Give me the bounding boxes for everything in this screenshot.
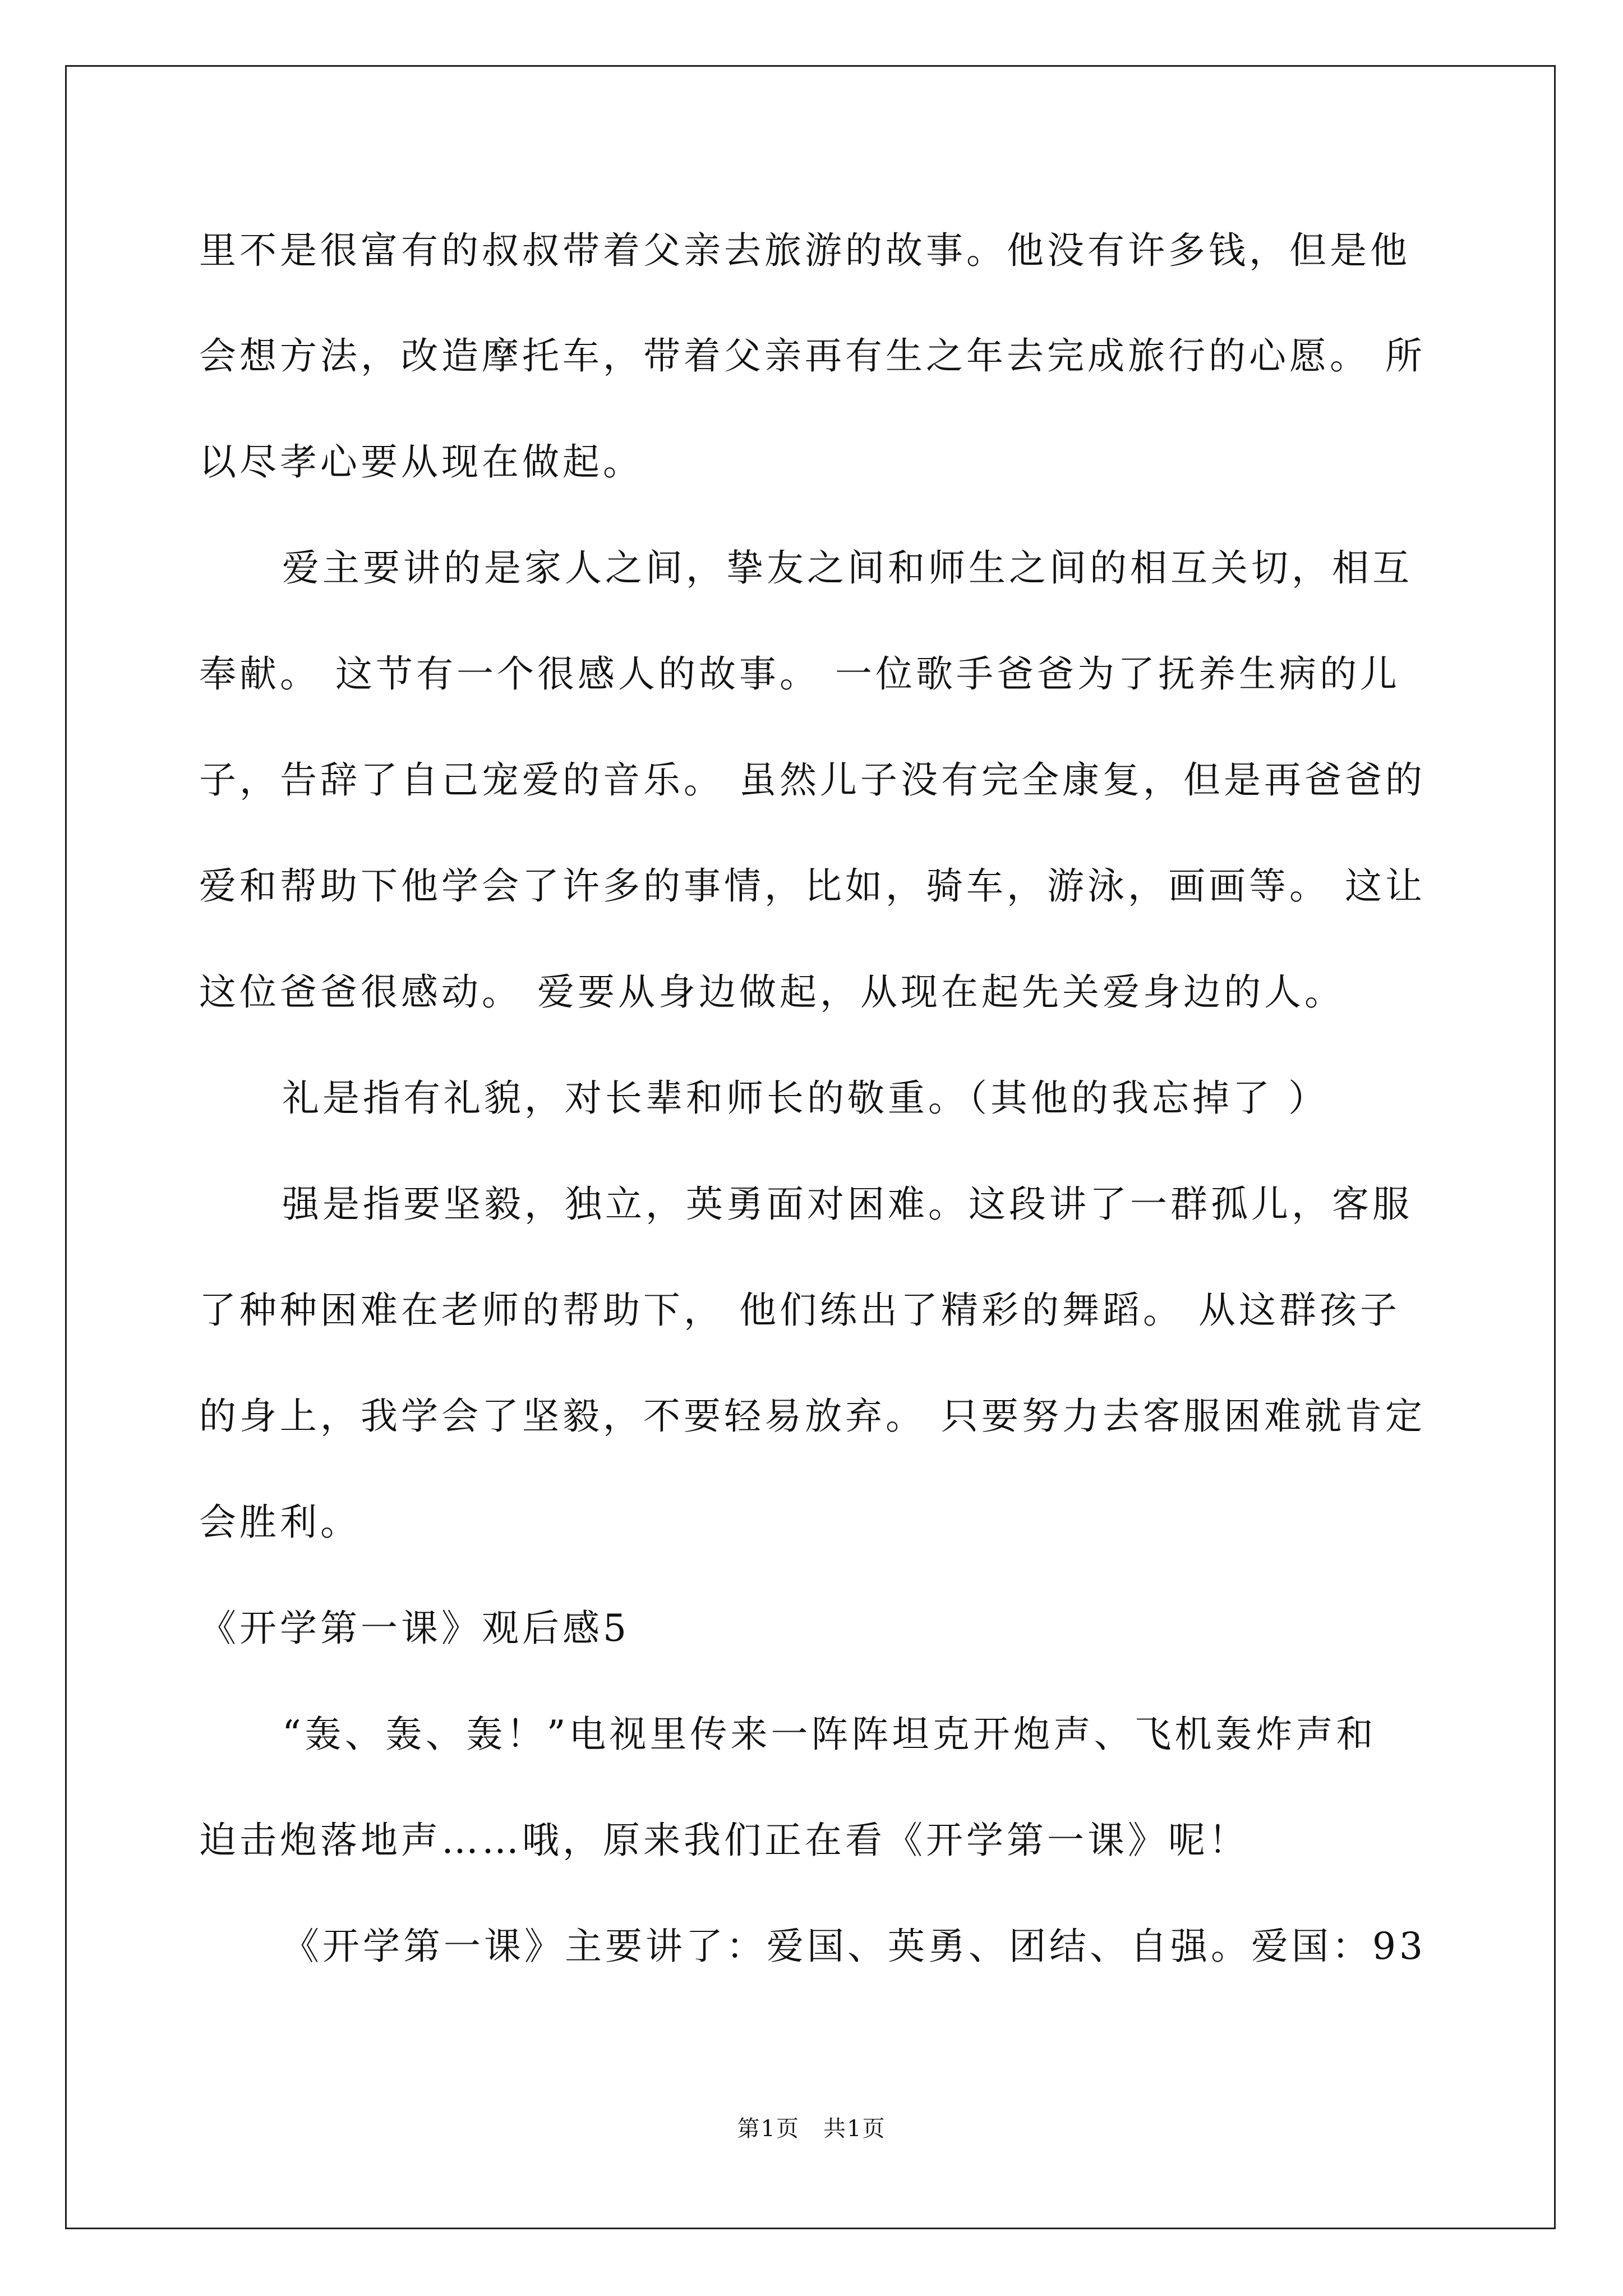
- text-line: 爱和帮助下他学会了许多的事情，比如，骑车，游泳，画画等。 这让: [199, 864, 1426, 908]
- text-line: 强是指要坚毅，独立，英勇面对困难。这段讲了一群孤儿，客服: [282, 1182, 1413, 1226]
- text-line: 以尽孝心要从现在做起。: [199, 440, 643, 484]
- text-line: 了种种困难在老师的帮助下， 他们练出了精彩的舞蹈。 从这群孩子: [199, 1289, 1400, 1332]
- text-line: 会胜利。: [199, 1501, 361, 1544]
- text-line: 《开学第一课》主要讲了：爱国、英勇、团结、自强。爱国：93: [282, 1925, 1426, 1968]
- text-line: 里不是很富有的叔叔带着父亲去旅游的故事。他没有许多钱，但是他: [199, 229, 1410, 272]
- text-line: 的身上，我学会了坚毅，不要轻易放弃。 只要努力去客服困难就肯定: [199, 1395, 1426, 1438]
- text-line: 这位爸爸很感动。 爱要从身边做起，从现在起先关爱身边的人。: [199, 970, 1345, 1014]
- text-line: 礼是指有礼貌，对长辈和师长的敬重。（其他的我忘掉了 ）: [282, 1076, 1329, 1120]
- page-border: [65, 65, 1556, 2229]
- text-line: 迫击炮落地声……哦，原来我们正在看《开学第一课》呢！: [199, 1819, 1249, 1862]
- text-line: “轰、轰、轰！”电视里传来一阵阵坦克开炮声、飞机轰炸声和: [282, 1713, 1377, 1756]
- section-heading: 《开学第一课》观后感5: [199, 1607, 630, 1650]
- page-footer: 第1页 共1页: [737, 2116, 886, 2142]
- text-line: 奉献。 这节有一个很感人的故事。 一位歌手爸爸为了抚养生病的儿: [199, 652, 1400, 696]
- text-line: 会想方法，改造摩托车，带着父亲再有生之年去完成旅行的心愿。 所: [199, 334, 1426, 378]
- text-line: 爱主要讲的是家人之间，挚友之间和师生之间的相互关切，相互: [282, 546, 1413, 590]
- text-line: 子，告辞了自己宠爱的音乐。 虽然儿子没有完全康复，但是再爸爸的: [199, 758, 1426, 802]
